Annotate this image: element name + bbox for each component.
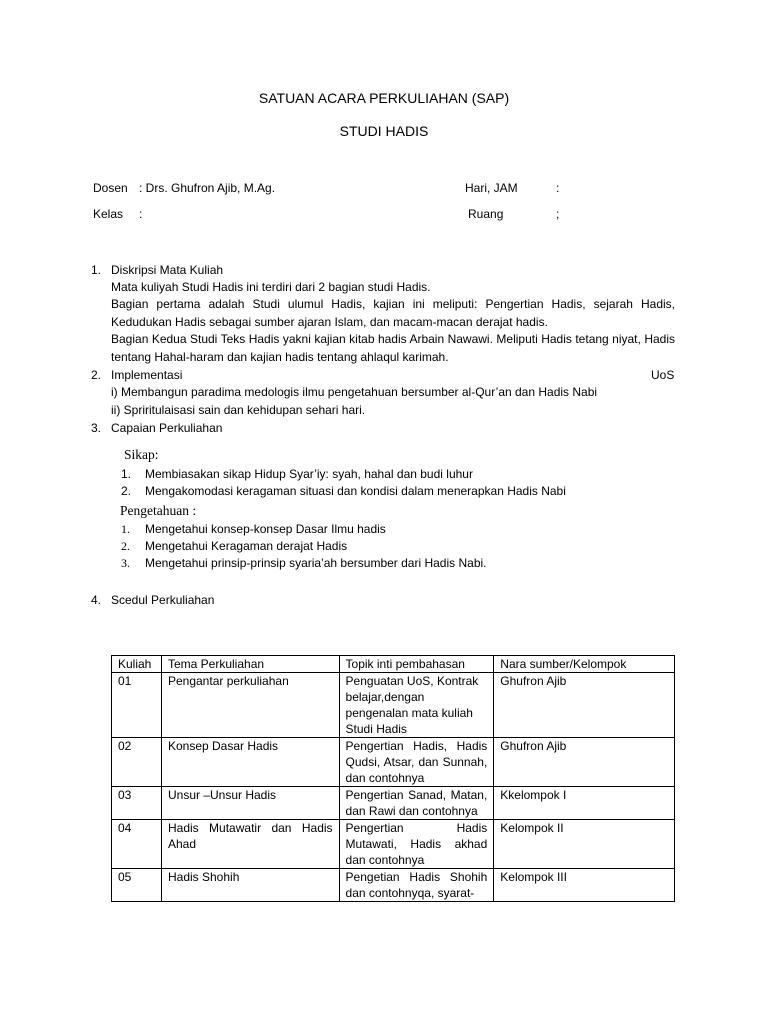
cell-topik: Pengertian Hadis Mutawati, Hadis akhad dan contohnya (339, 820, 494, 869)
section-1-heading: Diskripsi Mata Kuliah (111, 263, 224, 277)
header-nara: Nara sumber/Kelompok (494, 656, 675, 673)
pengetahuan-item-3-number: 3. (121, 556, 130, 570)
cell-tema: Unsur –Unsur Hadis (161, 787, 339, 820)
section-1-paragraph-2: Bagian Kedua Studi Teks Hadis yakni kajian kitab hadis Arbain Nawawi. Meliputi Hadis tetang niyat, Hadis tentang Hahal-haram dan kajian hadis tentang ahlaqul karimah. (111, 332, 675, 364)
pengetahuan-item-2: Mengetahui Keragaman derajat Hadis (145, 539, 348, 553)
dosen-label: Dosen (93, 181, 128, 195)
kelas-value: : (139, 207, 143, 221)
table-row (112, 869, 675, 902)
table-row (112, 787, 675, 820)
schedule-table (111, 655, 675, 902)
document-subtitle: STUDI HADIS (339, 123, 429, 139)
table-header-row (112, 656, 675, 673)
pengetahuan-item-1-number: 1. (121, 522, 130, 536)
header-tema: Tema Perkuliahan (161, 656, 339, 673)
sikap-item-2-number: 2. (121, 484, 132, 498)
cell-topik: Pengertian Sanad, Matan, dan Rawi dan contohnya (339, 787, 494, 820)
section-1-line: Mata kuliyah Studi Hadis ini terdiri dari 2 bagian studi Hadis. (111, 280, 431, 294)
ruang-value: ; (556, 207, 560, 221)
pengetahuan-item-3: Mengetahui prinsip-prinsip syaria’ah bersumber dari Hadis Nabi. (145, 556, 487, 570)
cell-nara: Kelompok II (494, 820, 675, 869)
section-1-number: 1. (91, 263, 102, 277)
ruang-label: Ruang (468, 207, 504, 221)
pengetahuan-heading (120, 502, 196, 519)
cell-kuliah: 01 (112, 673, 162, 738)
hari-label: Hari, JAM (465, 181, 518, 195)
cell-nara: Ghufron Ajib (494, 738, 675, 787)
section-4-heading: Scedul Perkuliahan (111, 593, 215, 607)
header-topik: Topik inti pembahasan (339, 656, 494, 673)
sikap-item-1-number: 1. (121, 467, 132, 481)
sikap-colon: : (154, 447, 159, 462)
sikap-label: Sikap (124, 447, 155, 462)
pengetahuan-item-1: Mengetahui konsep-konsep Dasar Ilmu hadis (145, 522, 386, 536)
section-4-number: 4. (91, 593, 102, 607)
cell-tema: Pengantar perkuliahan (161, 673, 339, 738)
section-2-heading: Implementasi (111, 368, 183, 382)
cell-nara: Ghufron Ajib (494, 673, 675, 738)
cell-kuliah: 03 (112, 787, 162, 820)
table-row (112, 820, 675, 869)
section-2-uos: UoS (651, 368, 675, 382)
section-2-number: 2. (91, 368, 102, 382)
table-row (112, 673, 675, 738)
section-3-heading: Capaian Perkuliahan (111, 421, 223, 435)
kelas-label: Kelas (93, 207, 124, 221)
table-row (112, 738, 675, 787)
pengetahuan-colon: : (192, 503, 197, 518)
section-2-item-2: ii) Spriritulaisasi sain dan kehidupan sehari hari. (111, 403, 366, 417)
sikap-heading (124, 446, 159, 463)
section-1-paragraph-1: Bagian pertama adalah Studi ulumul Hadis, kajian ini meliputi: Pengertian Hadis, sejarah Hadis, Kedudukan Hadis sebagai sumber ajaran Islam, dan macam-macan derajat hadis. (111, 297, 675, 329)
dosen-value: : Drs. Ghufron Ajib, M.Ag. (139, 181, 276, 195)
sikap-item-1: Membiasakan sikap Hidup Syar’iy: syah, hahal dan budi luhur (145, 467, 473, 481)
cell-kuliah: 02 (112, 738, 162, 787)
document-title: SATUAN ACARA PERKULIAHAN (SAP) (258, 90, 510, 106)
sikap-item-2: Mengakomodasi keragaman situasi dan kondisi dalam menerapkan Hadis Nabi (145, 484, 566, 498)
header-kuliah: Kuliah (112, 656, 162, 673)
cell-topik: Pengertian Hadis, Hadis Qudsi, Atsar, dan Sunnah, dan contohnya (339, 738, 494, 787)
cell-tema: Hadis Shohih (161, 869, 339, 902)
cell-tema: Konsep Dasar Hadis (161, 738, 339, 787)
hari-value: : (556, 181, 560, 195)
section-3-number: 3. (91, 421, 102, 435)
cell-tema: Hadis Mutawatir dan Hadis Ahad (161, 820, 339, 869)
section-2-item-1: i) Membangun paradima medologis ilmu pengetahuan bersumber al-Qur’an dan Hadis Nabi (111, 385, 598, 399)
cell-nara: Kelompok III (494, 869, 675, 902)
cell-topik: Pengetian Hadis Shohih dan contohnyqa, syarat- (339, 869, 494, 902)
cell-nara: Kkelompok I (494, 787, 675, 820)
pengetahuan-item-2-number: 2. (121, 539, 130, 553)
pengetahuan-label: Pengetahuan (120, 503, 189, 518)
cell-topik: Penguatan UoS, Kontrak belajar,dengan pengenalan mata kuliah Studi Hadis (339, 673, 494, 738)
cell-kuliah: 05 (112, 869, 162, 902)
cell-kuliah: 04 (112, 820, 162, 869)
